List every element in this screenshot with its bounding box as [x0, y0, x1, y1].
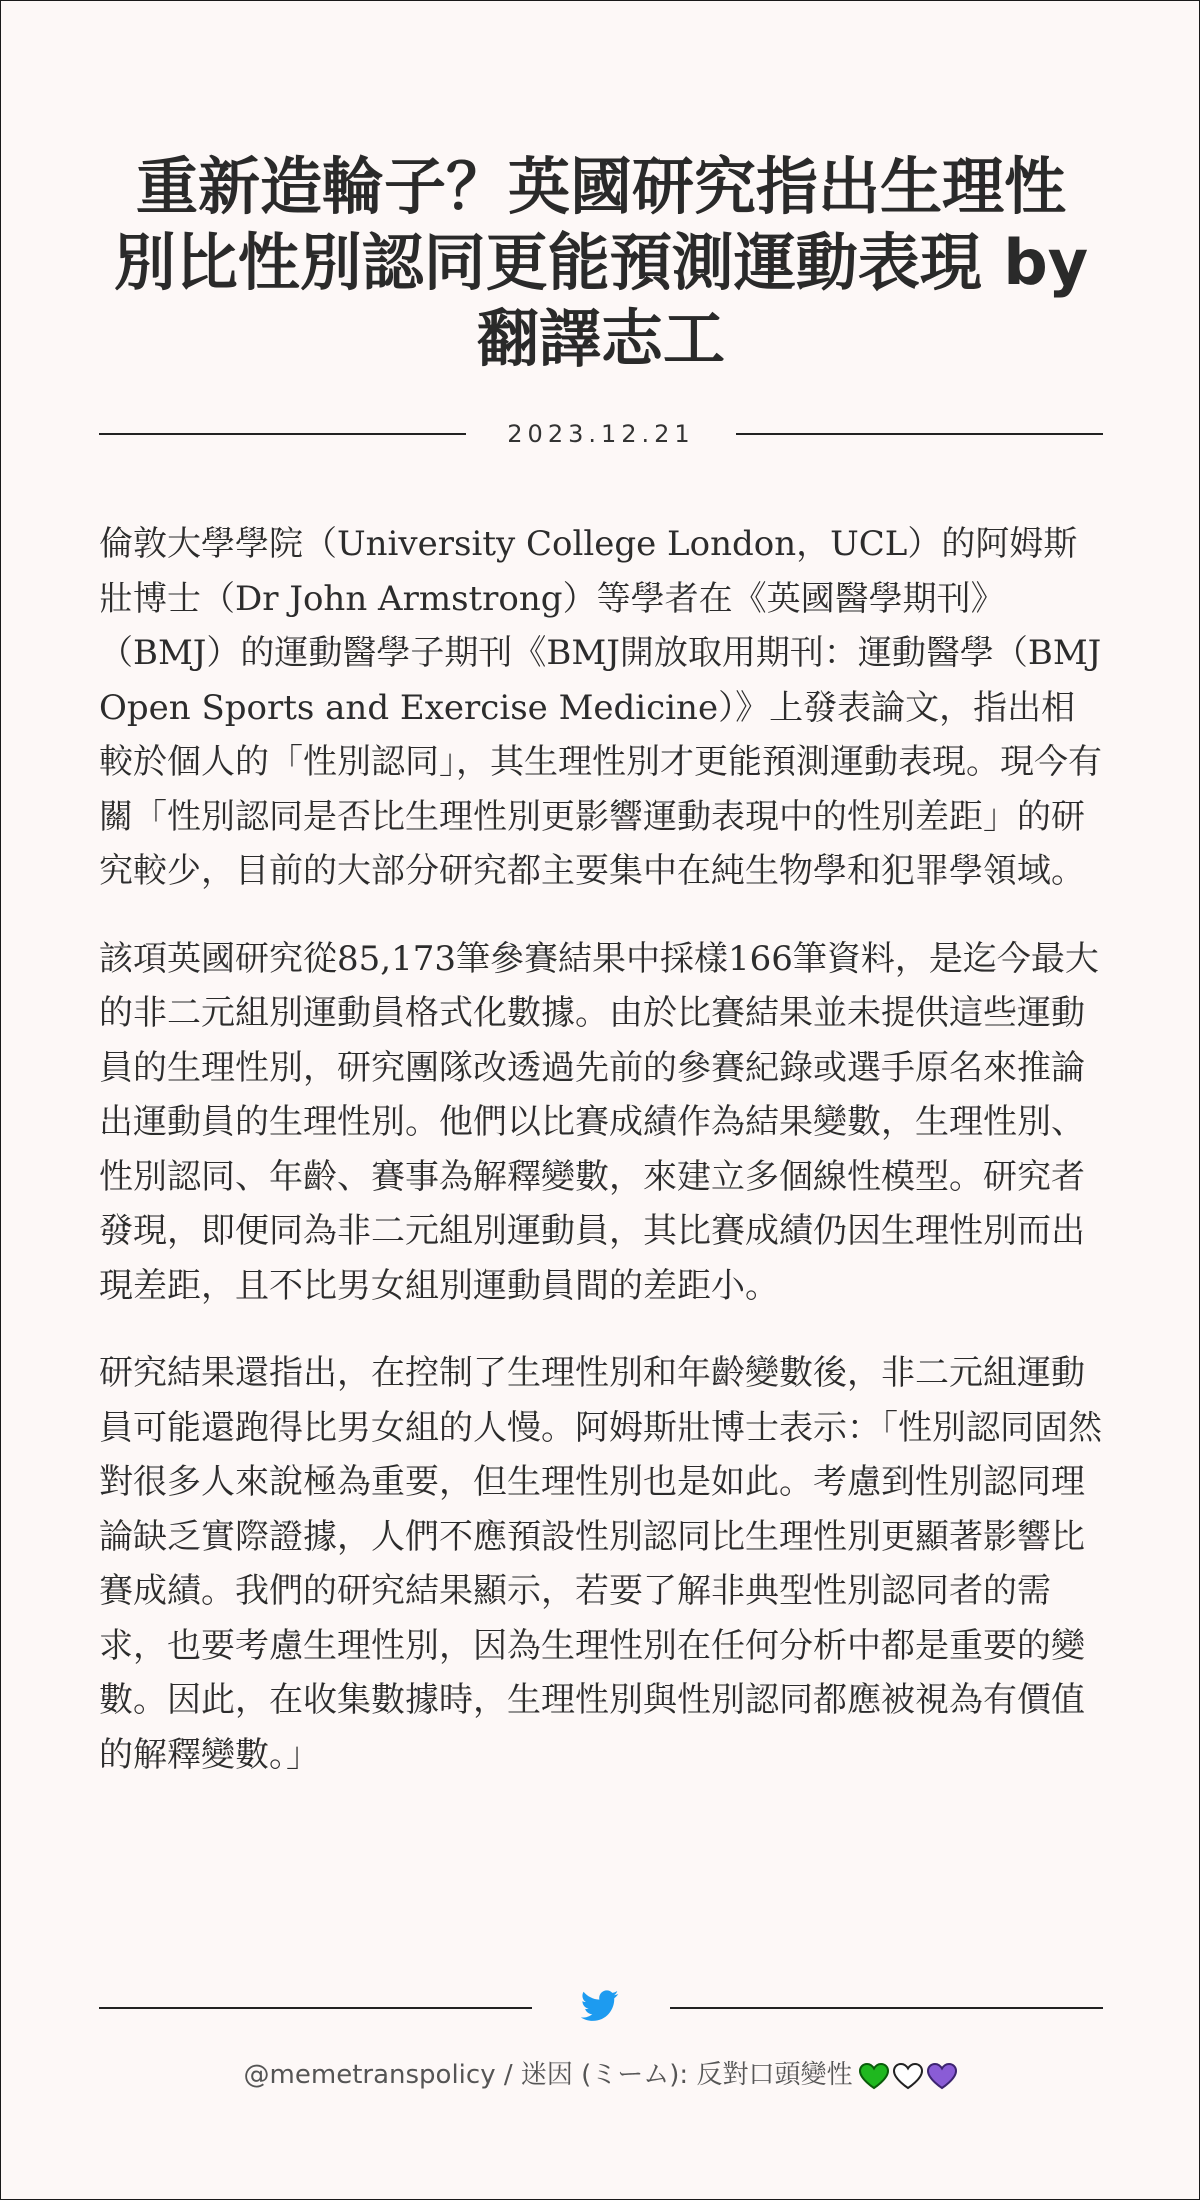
article-date: 2023.12.21 [507, 420, 695, 448]
twitter-bird-icon[interactable] [581, 1989, 619, 2023]
heart-emojis [856, 2056, 958, 2096]
green-heart-icon [858, 2062, 890, 2090]
footer-divider [99, 1987, 1103, 2027]
article-paragraph: 研究結果還指出，在控制了生理性別和年齡變數後，非二元組運動員可能還跑得比男女組的人慢。阿姆斯壯博士表示：「性別認同固然對很多人來說極為重要，但生理性別也是如此。考慮到性別認同理論缺乏實際證據，人們不應預設性別認同比生理性別更顯著影響比賽成績。我們的研究結果顯示，若要了解非典型性別認同者的需求，也要考慮生理性別，因為生理性別在任何分析中都是重要的變數。因此，在收集數據時，生理性別與性別認同都應被視為有價值的解釋變數。」 [99, 1353, 1102, 1775]
article-paragraph: 該項英國研究從85,173筆參賽結果中採樣166筆資料，是迄今最大的非二元組別運動員格式化數據。由於比賽結果並未提供這些運動員的生理性別，研究團隊改透過先前的參賽紀錄或選手原名來推論出運動員的生理性別。他們以比賽成績作為結果變數，生理性別、性別認同、年齡、賽事為解釋變數，來建立多個線性模型。研究者發現，即便同為非二元組別運動員，其比賽成績仍因生理性別而出現差距，且不比男女組別運動員間的差距小。 [99, 938, 1099, 1306]
purple-heart-icon [926, 2062, 958, 2090]
twitter-handle[interactable]: @memetranspolicy / 迷因 (ミーム): 反對口頭變性 [243, 2060, 853, 2090]
footer-line-left [99, 2007, 532, 2009]
divider-line-left [99, 433, 466, 435]
footer-line-right [670, 2007, 1103, 2009]
date-divider [99, 417, 1103, 451]
white-heart-icon [892, 2062, 924, 2090]
article-paragraph: 倫敦大學學院（University College London，UCL）的阿姆斯壯博士（Dr John Armstrong）等學者在《英國醫學期刊》（BMJ）的運動醫學子期刊《BMJ開放取用期刊：運動醫學（BMJ Open Sports and Exercise Medicine）》上發表論文，指出相較於個人的「性別認同」，其生理性別才更能預測運動表現。現今有關「性別認同是否比生理性別更影響運動表現中的性別差距」的研究較少，目前的大部分研究都主要集中在純生物學和犯罪學領域。 [99, 524, 1102, 891]
article-title: 重新造輪子？英國研究指出生理性別比性別認同更能預測運動表現 by 翻譯志工 [113, 150, 1089, 375]
divider-line-right [736, 433, 1103, 435]
article-body [99, 517, 1103, 1815]
footer-credit [99, 2055, 1103, 2096]
